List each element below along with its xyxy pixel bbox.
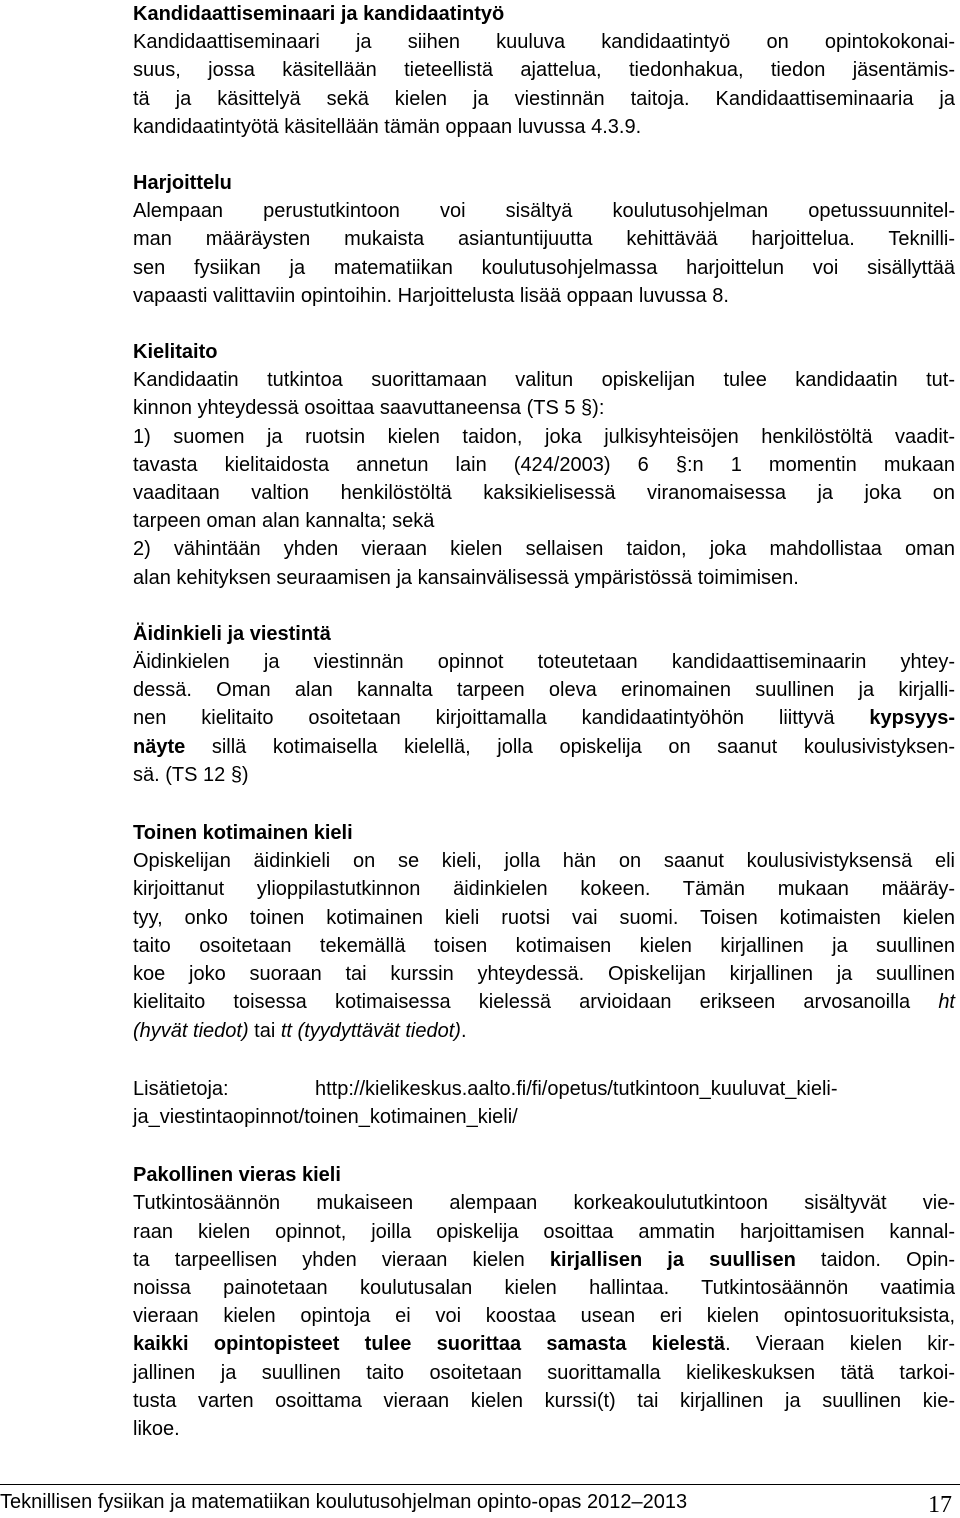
info-link[interactable]: http://kielikeskus.aalto.fi/fi/opetus/tutkintoon_kuuluvat_kieli-	[315, 1077, 838, 1100]
paragraph-line: tyy, onko toinen kotimainen kieli ruotsi vai suomi. Toisen kotimaisten kielen	[133, 906, 955, 929]
text-run: . Vieraan kielen kir-	[725, 1333, 955, 1356]
paragraph-line: Kandidaatin tutkintoa suorittamaan valitun opiskelijan tulee kandidaatin tut-	[133, 369, 955, 392]
paragraph-line: Tutkintosäännön mukaiseen alempaan korkeakoulututkintoon sisältyvät vie-	[133, 1192, 955, 1215]
footer-divider	[0, 1484, 960, 1485]
list-item-line: 2) vähintään yhden vieraan kielen sellaisen taidon, joka mahdollistaa oman	[133, 538, 955, 561]
section-heading: Toinen kotimainen kieli	[133, 822, 353, 845]
paragraph-line: sen fysiikan ja matematiikan koulutusohjelmassa harjoittelun voi sisällyttää	[133, 256, 955, 279]
section-heading: Äidinkieli ja viestintä	[133, 622, 331, 645]
text-run: nen kielitaito osoitetaan kirjoittamalla kandidaatintyöhön liittyvä	[133, 707, 870, 730]
list-item-line: alan kehityksen seuraamisen ja kansainvälisessä ympäristössä toimimisen.	[133, 566, 799, 589]
section-toinen-kotimainen	[133, 819, 955, 1045]
paragraph-line: kirjoittanut ylioppilastutkinnon äidinkielen kokeen. Tämän mukaan määräy-	[133, 878, 955, 901]
footer-title: Teknillisen fysiikan ja matematiikan koulutusohjelman opinto-opas 2012–2013	[0, 1491, 688, 1513]
page-footer	[0, 1474, 960, 1516]
text-run: kielitaito toisessa kotimaisessa kielessä arvioidaan erikseen arvosanoilla	[133, 991, 939, 1014]
paragraph-line: Äidinkielen ja viestinnän opinnot toteutetaan kandidaattiseminaarin yhtey-	[133, 651, 955, 674]
info-link-continuation[interactable]: ja_viestintaopinnot/toinen_kotimainen_kieli/	[133, 1105, 518, 1128]
list-item-line: 1) suomen ja ruotsin kielen taidon, joka julkisyhteisöjen henkilöstöltä vaadit-	[133, 425, 955, 448]
italic-text-run: (hyvät tiedot)	[133, 1019, 249, 1042]
paragraph-line: noissa painotetaan koulutusalan kielen hallintaa. Tutkintosäännön vaatimia	[133, 1276, 955, 1299]
text-run: taidon. Opin-	[795, 1248, 955, 1271]
paragraph-line: kinnon yhteydessä osoittaa saavuttaneensa (TS 5 §):	[133, 397, 605, 420]
text-run: sillä kotimaisella kielellä, jolla opiskelija on saanut koulusivistyksen-	[185, 735, 955, 758]
paragraph-line: vapaasti valittaviin opintoihin. Harjoittelusta lisää oppaan luvussa 8.	[133, 284, 729, 307]
paragraph-line: vieraan kielen opintoja ei voi koostaa usean eri kielen opintosuorituksista,	[133, 1305, 955, 1328]
paragraph-line: sä. (TS 12 §)	[133, 763, 249, 786]
info-row	[133, 1075, 955, 1103]
bold-text-run: kirjallisen ja suullisen	[549, 1248, 796, 1271]
list-item-line: tavasta kielitaidosta annetun lain (424/2003) 6 §:n 1 momentin mukaan	[133, 453, 955, 476]
bold-text-run: kaikki opintopisteet tulee suorittaa samasta kielestä	[133, 1333, 726, 1356]
text-run: tai	[248, 1019, 281, 1042]
paragraph-line: dessä. Oman alan kannalta tarpeen oleva erinomainen suullinen ja kirjalli-	[133, 679, 955, 702]
paragraph-line: jallinen ja suullinen taito osoitetaan suorittamalla kielikeskuksen tätä tarkoi-	[133, 1361, 955, 1384]
paragraph-line: likoe.	[133, 1417, 180, 1440]
paragraph-line: tä ja käsittelyä sekä kielen ja viestinnän taitoja. Kandidaattiseminaaria ja	[133, 87, 955, 110]
paragraph-line: taito osoitetaan tekemällä toisen kotimaisen kielen kirjallinen ja suullinen	[133, 934, 955, 957]
paragraph-line: koe joko suoraan tai kurssin yhteydessä. Opiskelijan kirjallinen ja suullinen	[133, 963, 955, 986]
paragraph-line	[133, 704, 955, 732]
section-lisatietoja	[133, 1075, 955, 1131]
paragraph-line	[133, 733, 955, 761]
section-harjoittelu	[133, 169, 955, 310]
page-content	[133, 0, 955, 1443]
paragraph-line	[133, 1246, 955, 1274]
bold-text-run: näyte	[133, 735, 186, 758]
paragraph-line: Alempaan perustutkintoon voi sisältyä koulutusohjelman opetussuunnitel-	[133, 200, 955, 223]
section-heading: Pakollinen vieras kieli	[133, 1164, 341, 1187]
text-run: ta tarpeellisen yhden vieraan kielen	[133, 1248, 550, 1271]
paragraph-line: man määräysten mukaista asiantuntijuutta kehittävää harjoittelua. Teknilli-	[133, 228, 955, 251]
bold-text-run: kypsyys-	[869, 707, 955, 730]
list-item-line: vaaditaan valtion henkilöstöltä kaksikielisessä viranomaisessa ja joka on	[133, 482, 955, 505]
paragraph-line	[133, 1017, 955, 1045]
paragraph-line	[133, 1330, 955, 1358]
italic-text-run: tt (tyydyttävät tiedot)	[280, 1019, 461, 1042]
section-kielitaito	[133, 338, 955, 592]
paragraph-line: kandidaatintyötä käsitellään tämän oppaan luvussa 4.3.9.	[133, 115, 642, 138]
text-run: .	[460, 1019, 467, 1042]
paragraph-line	[133, 988, 955, 1016]
section-heading: Harjoittelu	[133, 172, 232, 195]
paragraph-line: tusta varten osoittama vieraan kielen kurssi(t) tai kirjallinen ja suullinen kie-	[133, 1389, 955, 1412]
section-pakollinen-vieras	[133, 1161, 955, 1443]
paragraph-line: Opiskelijan äidinkieli on se kieli, jolla hän on saanut koulusivistyksensä eli	[133, 850, 955, 873]
list-item-line: tarpeen oman alan kannalta; sekä	[133, 510, 435, 533]
section-heading: Kielitaito	[133, 341, 218, 364]
paragraph-line: suus, jossa käsitellään tieteellistä ajattelua, tiedonhakua, tiedon jäsentämis-	[133, 59, 955, 82]
paragraph-line: Kandidaattiseminaari ja siihen kuuluva kandidaatintyö on opintokokonai-	[133, 31, 955, 54]
italic-text-run: ht	[938, 991, 955, 1014]
info-label: Lisätietoja:	[133, 1077, 229, 1100]
section-kandidaattiseminaari	[133, 0, 955, 141]
page-number: 17	[928, 1492, 952, 1518]
paragraph-line: raan kielen opinnot, joilla opiskelija osoittaa ammatin harjoittamisen kannal-	[133, 1220, 955, 1243]
section-aidinkieli	[133, 620, 955, 789]
section-heading: Kandidaattiseminaari ja kandidaatintyö	[133, 3, 505, 25]
